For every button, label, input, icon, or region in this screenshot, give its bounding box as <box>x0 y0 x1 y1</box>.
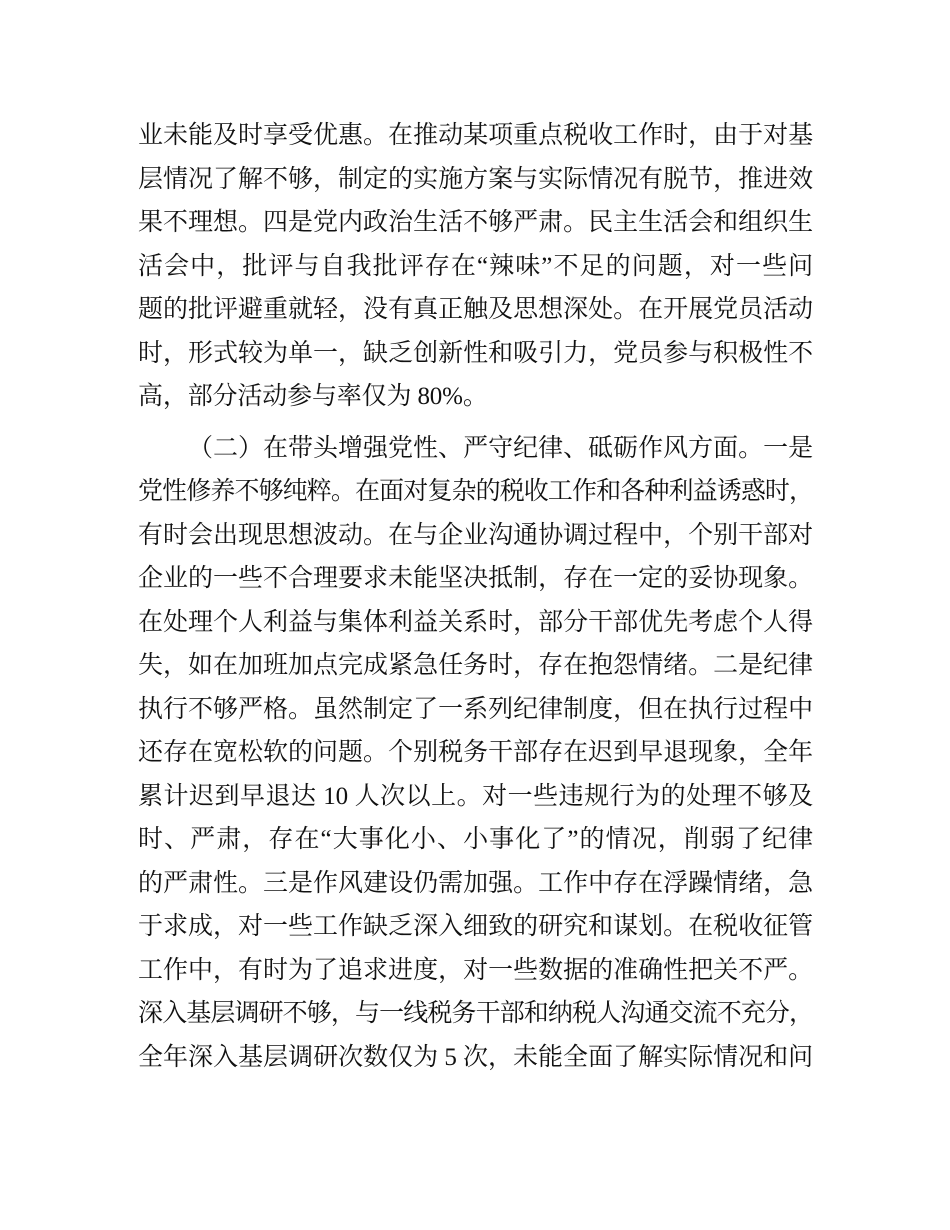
text-line: （二）在带头增强党性、严守纪律、砥砺作风方面。一是 <box>188 434 813 462</box>
text-line: 党性修养不够纯粹。在面对复杂的税收工作和各种利益诱惑时， <box>138 478 813 505</box>
document-text-block <box>138 114 813 1079</box>
text-line: 工作中，有时为了追求进度，对一些数据的准确性把关不严。 <box>138 956 813 984</box>
text-line: 时、严肃，存在“大事化小、小事化了”的情况，削弱了纪律 <box>138 826 813 853</box>
text-line: 在处理个人利益与集体利益关系时，部分干部优先考虑个人得 <box>138 608 813 636</box>
text-line: 层情况了解不够，制定的实施方案与实际情况有脱节，推进效 <box>138 165 813 193</box>
paragraph-continuation <box>138 114 813 419</box>
text-line: 企业的一些不合理要求未能坚决抵制，存在一定的妥协现象。 <box>138 565 813 592</box>
text-line: 高，部分活动参与率仅为 80%。 <box>138 383 488 410</box>
text-line: 时，形式较为单一，缺乏创新性和吸引力，党员参与积极性不 <box>138 339 813 367</box>
paragraph-section-two <box>138 427 813 1080</box>
text-line: 业未能及时享受优惠。在推动某项重点税收工作时，由于对基 <box>138 122 813 149</box>
text-line: 有时会出现思想波动。在与企业沟通协调过程中，个别干部对 <box>138 521 813 549</box>
text-line: 的严肃性。三是作风建设仍需加强。工作中存在浮躁情绪，急 <box>138 869 813 897</box>
text-line: 果不理想。四是党内政治生活不够严肃。民主生活会和组织生 <box>138 209 813 236</box>
text-line: 累计迟到早退达 10 人次以上。对一些违规行为的处理不够及 <box>138 782 813 810</box>
text-line: 于求成，对一些工作缺乏深入细致的研究和谋划。在税收征管 <box>138 913 813 940</box>
text-line: 还存在宽松软的问题。个别税务干部存在迟到早退现象，全年 <box>138 739 813 766</box>
text-line: 执行不够严格。虽然制定了一系列纪律制度，但在执行过程中 <box>138 695 813 723</box>
text-line: 深入基层调研不够，与一线税务干部和纳税人沟通交流不充分， <box>138 1000 813 1027</box>
text-line: 活会中，批评与自我批评存在“辣味”不足的问题，对一些问 <box>138 252 813 280</box>
text-line: 题的批评避重就轻，没有真正触及思想深处。在开展党员活动 <box>138 296 813 323</box>
text-line: 失，如在加班加点完成紧急任务时，存在抱怨情绪。二是纪律 <box>138 652 813 679</box>
text-line: 全年深入基层调研次数仅为 5 次，未能全面了解实际情况和问 <box>138 1043 813 1071</box>
